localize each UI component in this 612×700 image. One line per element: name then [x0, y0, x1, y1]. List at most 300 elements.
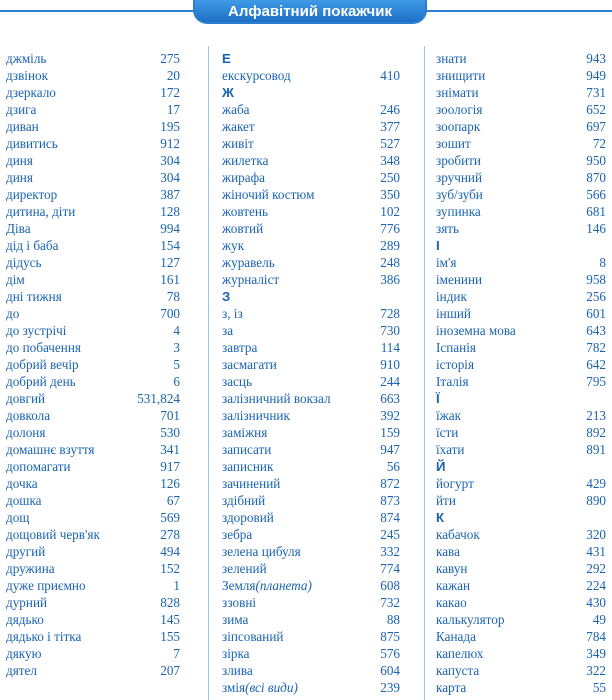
index-term: Й: [436, 459, 446, 474]
index-entry: [436, 67, 606, 84]
index-term: зупинка: [436, 204, 481, 219]
index-number: 949: [586, 68, 606, 83]
index-term: диван: [6, 119, 39, 134]
index-number: 256: [586, 289, 606, 304]
index-number: 56: [386, 459, 400, 474]
index-term: знищити: [436, 68, 486, 83]
index-entry: [222, 441, 400, 458]
index-term: зима: [222, 612, 249, 627]
index-number: 278: [160, 527, 180, 542]
index-term: засмагати: [222, 357, 277, 372]
index-number: 795: [586, 374, 606, 389]
index-number: 430: [586, 595, 606, 610]
index-number: 494: [160, 544, 180, 559]
index-term: допомагати: [6, 459, 71, 474]
index-term: зуб/зуби: [436, 187, 483, 202]
index-entry: [222, 271, 400, 288]
index-letter-heading: [222, 84, 400, 101]
index-term: жовтень: [222, 204, 268, 219]
index-entry: [6, 475, 180, 492]
index-entry: [6, 169, 180, 186]
index-term: їхати: [436, 442, 465, 457]
index-term: дурний: [6, 595, 48, 610]
index-entry: [222, 407, 400, 424]
index-term: засць: [222, 374, 252, 389]
index-entry: [436, 135, 606, 152]
index-term: жирафа: [222, 170, 266, 185]
index-term: директор: [6, 187, 58, 202]
index-term: історія: [436, 357, 475, 372]
index-number: 701: [160, 408, 180, 423]
index-entry: [6, 611, 180, 628]
index-number: 154: [160, 238, 180, 253]
index-number: 88: [386, 612, 400, 627]
index-entry: [6, 509, 180, 526]
index-number: 873: [380, 493, 400, 508]
index-term: довгий: [6, 391, 46, 406]
index-entry: [6, 203, 180, 220]
index-number: 950: [586, 153, 606, 168]
index-term: дошка: [6, 493, 42, 508]
index-entry: [6, 305, 180, 322]
index-number: 195: [160, 119, 180, 134]
index-term: інший: [436, 306, 471, 321]
index-term: Е: [222, 51, 231, 66]
index-term: зіпсований: [222, 629, 284, 644]
index-term: довкола: [6, 408, 51, 423]
index-term: ззовні: [222, 595, 257, 610]
index-term: іноземна мова: [436, 323, 516, 338]
index-term: капелюх: [436, 646, 484, 661]
index-number: 348: [380, 153, 400, 168]
index-term: йогурт: [436, 476, 474, 491]
index-entry: [436, 594, 606, 611]
index-entry: [6, 271, 180, 288]
index-number: 576: [380, 646, 400, 661]
index-entry: [6, 407, 180, 424]
index-term-note: (планета): [255, 578, 312, 593]
index-letter-heading: [222, 50, 400, 67]
index-term: до зустрічі: [6, 323, 67, 338]
index-term: кабачок: [436, 527, 480, 542]
index-entry: [436, 322, 606, 339]
index-number: 159: [380, 425, 400, 440]
index-entry: [436, 271, 606, 288]
index-entry: [222, 305, 400, 322]
index-entry: [222, 611, 400, 628]
index-term: зелена цибуля: [222, 544, 301, 559]
index-term: дзига: [6, 102, 37, 117]
index-term: їсти: [436, 425, 459, 440]
index-entry: [6, 628, 180, 645]
index-entry: [222, 152, 400, 169]
index-term: дзвінок: [6, 68, 49, 83]
index-term: дядько: [6, 612, 44, 627]
index-entry: [222, 594, 400, 611]
index-term: іменини: [436, 272, 483, 287]
index-term: какао: [436, 595, 467, 610]
index-entry: [222, 356, 400, 373]
index-number: 304: [160, 153, 180, 168]
index-term: І: [436, 238, 440, 253]
index-entry: [222, 458, 400, 475]
index-number: 874: [380, 510, 400, 525]
index-term: дятел: [6, 663, 37, 678]
index-term: знати: [436, 51, 467, 66]
index-term: диня: [6, 170, 33, 185]
index-entry: [6, 458, 180, 475]
index-number: 912: [160, 136, 180, 151]
index-entry: [222, 254, 400, 271]
index-entry: [6, 50, 180, 67]
index-number: 732: [380, 595, 400, 610]
index-entry: [436, 407, 606, 424]
index-term: З: [222, 289, 231, 304]
index-entry: [6, 543, 180, 560]
index-number: 20: [166, 68, 180, 83]
index-number: 332: [380, 544, 400, 559]
index-entry: [222, 662, 400, 679]
index-term: зоологія: [436, 102, 483, 117]
index-entry: [6, 577, 180, 594]
index-number: 213: [586, 408, 606, 423]
index-term: з, із: [222, 306, 243, 321]
index-entry: [222, 628, 400, 645]
column-divider: [424, 46, 425, 700]
index-number: 392: [380, 408, 400, 423]
index-number: 386: [380, 272, 400, 287]
index-number: 431: [586, 544, 606, 559]
index-entry: [222, 220, 400, 237]
index-term: зробити: [436, 153, 481, 168]
index-term: джміль: [6, 51, 47, 66]
index-term: здібний: [222, 493, 266, 508]
index-entry: [6, 373, 180, 390]
index-letter-heading: [222, 288, 400, 305]
index-term: К: [436, 510, 445, 525]
index-entry: [222, 475, 400, 492]
index-number: 5: [173, 357, 180, 372]
index-term: дощ: [6, 510, 30, 525]
index-entry: [222, 543, 400, 560]
index-number: 7: [173, 646, 180, 661]
index-column-2: [222, 50, 400, 696]
index-number: 730: [380, 323, 400, 338]
index-entry: [436, 543, 606, 560]
index-term: жук: [222, 238, 245, 253]
index-term: дякую: [6, 646, 42, 661]
index-number: 207: [160, 663, 180, 678]
index-term: жіночий костюм: [222, 187, 315, 202]
index-number: 55: [592, 680, 606, 695]
index-term: дочка: [6, 476, 38, 491]
index-term: дні тижня: [6, 289, 62, 304]
index-number: 152: [160, 561, 180, 576]
index-term: Земля: [222, 578, 256, 593]
index-number: 890: [586, 493, 606, 508]
index-entry: [6, 662, 180, 679]
index-number: 17: [166, 102, 180, 117]
index-number: 6: [173, 374, 180, 389]
index-term: здоровий: [222, 510, 274, 525]
index-entry: [222, 679, 400, 696]
index-entry: [222, 509, 400, 526]
index-entry: [222, 237, 400, 254]
index-term: кажан: [436, 578, 471, 593]
index-number: 875: [380, 629, 400, 644]
index-number: 248: [380, 255, 400, 270]
index-entry: [436, 373, 606, 390]
index-entry: [436, 577, 606, 594]
index-number: 731: [586, 85, 606, 100]
index-entry: [436, 152, 606, 169]
index-letter-heading: [436, 390, 606, 407]
index-number: 292: [586, 561, 606, 576]
index-entry: [222, 526, 400, 543]
index-term: журавель: [222, 255, 275, 270]
index-term: жилетка: [222, 153, 269, 168]
index-term: записник: [222, 459, 274, 474]
index-number: 652: [586, 102, 606, 117]
index-entry: [436, 356, 606, 373]
index-term: змія: [222, 680, 246, 695]
index-term: індик: [436, 289, 467, 304]
index-term: зручний: [436, 170, 483, 185]
index-number: 784: [586, 629, 606, 644]
index-number: 994: [160, 221, 180, 236]
index-entry: [436, 645, 606, 662]
index-entry: [436, 50, 606, 67]
index-term: жакет: [222, 119, 255, 134]
index-term: Канада: [436, 629, 476, 644]
index-entry: [6, 186, 180, 203]
index-number: 78: [166, 289, 180, 304]
index-entry: [222, 645, 400, 662]
index-number: 642: [586, 357, 606, 372]
index-number: 146: [586, 221, 606, 236]
index-number: 917: [160, 459, 180, 474]
index-number: 774: [380, 561, 400, 576]
index-term: долоня: [6, 425, 46, 440]
index-entry: [436, 203, 606, 220]
index-entry: [6, 254, 180, 271]
page-title: Алфавітний покажчик: [193, 0, 427, 24]
index-term: йти: [436, 493, 456, 508]
index-term: екскурсовод: [222, 68, 291, 83]
index-number: 72: [592, 136, 606, 151]
index-term-note: (всі види): [245, 680, 298, 695]
index-entry: [222, 560, 400, 577]
index-number: 697: [586, 119, 606, 134]
index-term: жаба: [222, 102, 250, 117]
index-number: 128: [160, 204, 180, 219]
index-term: журналіст: [222, 272, 280, 287]
index-entry: [6, 441, 180, 458]
index-term: дідусь: [6, 255, 42, 270]
index-entry: [436, 679, 606, 696]
index-entry: [222, 101, 400, 118]
index-term: зачинений: [222, 476, 281, 491]
index-term: завтра: [222, 340, 258, 355]
index-number: 304: [160, 170, 180, 185]
index-number: 828: [160, 595, 180, 610]
index-number: 531,824: [137, 391, 180, 406]
index-number: 8: [599, 255, 606, 270]
index-entry: [6, 101, 180, 118]
index-term: Іспанія: [436, 340, 476, 355]
index-number: 244: [380, 374, 400, 389]
index-entry: [436, 118, 606, 135]
index-entry: [6, 220, 180, 237]
index-entry: [436, 424, 606, 441]
index-number: 728: [380, 306, 400, 321]
index-entry: [436, 101, 606, 118]
index-number: 127: [160, 255, 180, 270]
index-entry: [436, 628, 606, 645]
index-term: кавун: [436, 561, 468, 576]
index-number: 350: [380, 187, 400, 202]
index-term: домашнє взуття: [6, 442, 95, 457]
index-number: 172: [160, 85, 180, 100]
index-term: Ї: [436, 391, 440, 406]
index-number: 114: [380, 340, 400, 355]
index-number: 870: [586, 170, 606, 185]
index-entry: [6, 492, 180, 509]
index-term: Ж: [222, 85, 234, 100]
index-number: 145: [160, 612, 180, 627]
index-entry: [436, 288, 606, 305]
index-entry: [436, 492, 606, 509]
index-term: зять: [436, 221, 460, 236]
index-number: 958: [586, 272, 606, 287]
index-term: калькулятор: [436, 612, 505, 627]
index-number: 387: [160, 187, 180, 202]
index-term: жовтий: [222, 221, 264, 236]
index-number: 239: [380, 680, 400, 695]
index-term: записати: [222, 442, 272, 457]
index-term: знімати: [436, 85, 479, 100]
index-entry: [6, 424, 180, 441]
index-number: 1: [173, 578, 180, 593]
index-term: злива: [222, 663, 253, 678]
index-entry: [222, 186, 400, 203]
index-entry: [436, 339, 606, 356]
index-entry: [436, 254, 606, 271]
index-entry: [6, 390, 180, 407]
index-entry: [6, 645, 180, 662]
index-entry: [222, 390, 400, 407]
index-number: 161: [160, 272, 180, 287]
index-number: 49: [592, 612, 606, 627]
index-entry: [6, 288, 180, 305]
index-entry: [6, 339, 180, 356]
index-entry: [6, 135, 180, 152]
index-number: 67: [166, 493, 180, 508]
index-number: 4: [173, 323, 180, 338]
index-column-1: [6, 50, 180, 679]
index-term: зоопарк: [436, 119, 481, 134]
index-term: зебра: [222, 527, 253, 542]
index-term: дивитись: [6, 136, 58, 151]
index-letter-heading: [436, 237, 606, 254]
index-number: 681: [586, 204, 606, 219]
index-term: до: [6, 306, 20, 321]
index-entry: [436, 441, 606, 458]
index-term: живіт: [222, 136, 254, 151]
index-term: за: [222, 323, 234, 338]
index-entry: [436, 305, 606, 322]
index-number: 604: [380, 663, 400, 678]
index-term: дім: [6, 272, 25, 287]
index-number: 377: [380, 119, 400, 134]
index-term: зелений: [222, 561, 267, 576]
index-entry: [6, 118, 180, 135]
index-number: 776: [380, 221, 400, 236]
index-number: 947: [380, 442, 400, 457]
index-term: дзеркало: [6, 85, 56, 100]
index-entry: [222, 135, 400, 152]
index-entry: [222, 203, 400, 220]
index-number: 155: [160, 629, 180, 644]
index-number: 322: [586, 663, 606, 678]
index-term: дід і баба: [6, 238, 59, 253]
index-entry: [436, 84, 606, 101]
index-entry: [436, 526, 606, 543]
index-term: дуже приємно: [6, 578, 86, 593]
index-entry: [6, 322, 180, 339]
index-entry: [222, 492, 400, 509]
index-term: залізничний вокзал: [222, 391, 331, 406]
index-term: кава: [436, 544, 460, 559]
index-number: 320: [586, 527, 606, 542]
index-term: другий: [6, 544, 46, 559]
index-entry: [6, 67, 180, 84]
index-number: 663: [380, 391, 400, 406]
index-number: 566: [586, 187, 606, 202]
index-entry: [222, 577, 400, 594]
index-entry: [6, 152, 180, 169]
index-number: 601: [586, 306, 606, 321]
index-term: ім'я: [436, 255, 457, 270]
index-term: добрий день: [6, 374, 76, 389]
index-entry: [436, 169, 606, 186]
index-term: диня: [6, 153, 33, 168]
index-number: 891: [586, 442, 606, 457]
index-number: 429: [586, 476, 606, 491]
index-number: 608: [380, 578, 400, 593]
index-number: 892: [586, 425, 606, 440]
index-number: 569: [160, 510, 180, 525]
index-entry: [222, 169, 400, 186]
index-number: 275: [160, 51, 180, 66]
index-term: дитина, діти: [6, 204, 76, 219]
index-number: 246: [380, 102, 400, 117]
index-term: заміжня: [222, 425, 268, 440]
index-term: дощовий черв'як: [6, 527, 100, 542]
index-entry: [436, 662, 606, 679]
index-number: 102: [380, 204, 400, 219]
index-number: 700: [160, 306, 180, 321]
index-term: до побачення: [6, 340, 81, 355]
index-entry: [436, 475, 606, 492]
index-number: 410: [380, 68, 400, 83]
index-term: зірка: [222, 646, 250, 661]
index-entry: [222, 373, 400, 390]
index-term: карта: [436, 680, 467, 695]
index-number: 872: [380, 476, 400, 491]
index-entry: [222, 424, 400, 441]
index-term: Італія: [436, 374, 469, 389]
